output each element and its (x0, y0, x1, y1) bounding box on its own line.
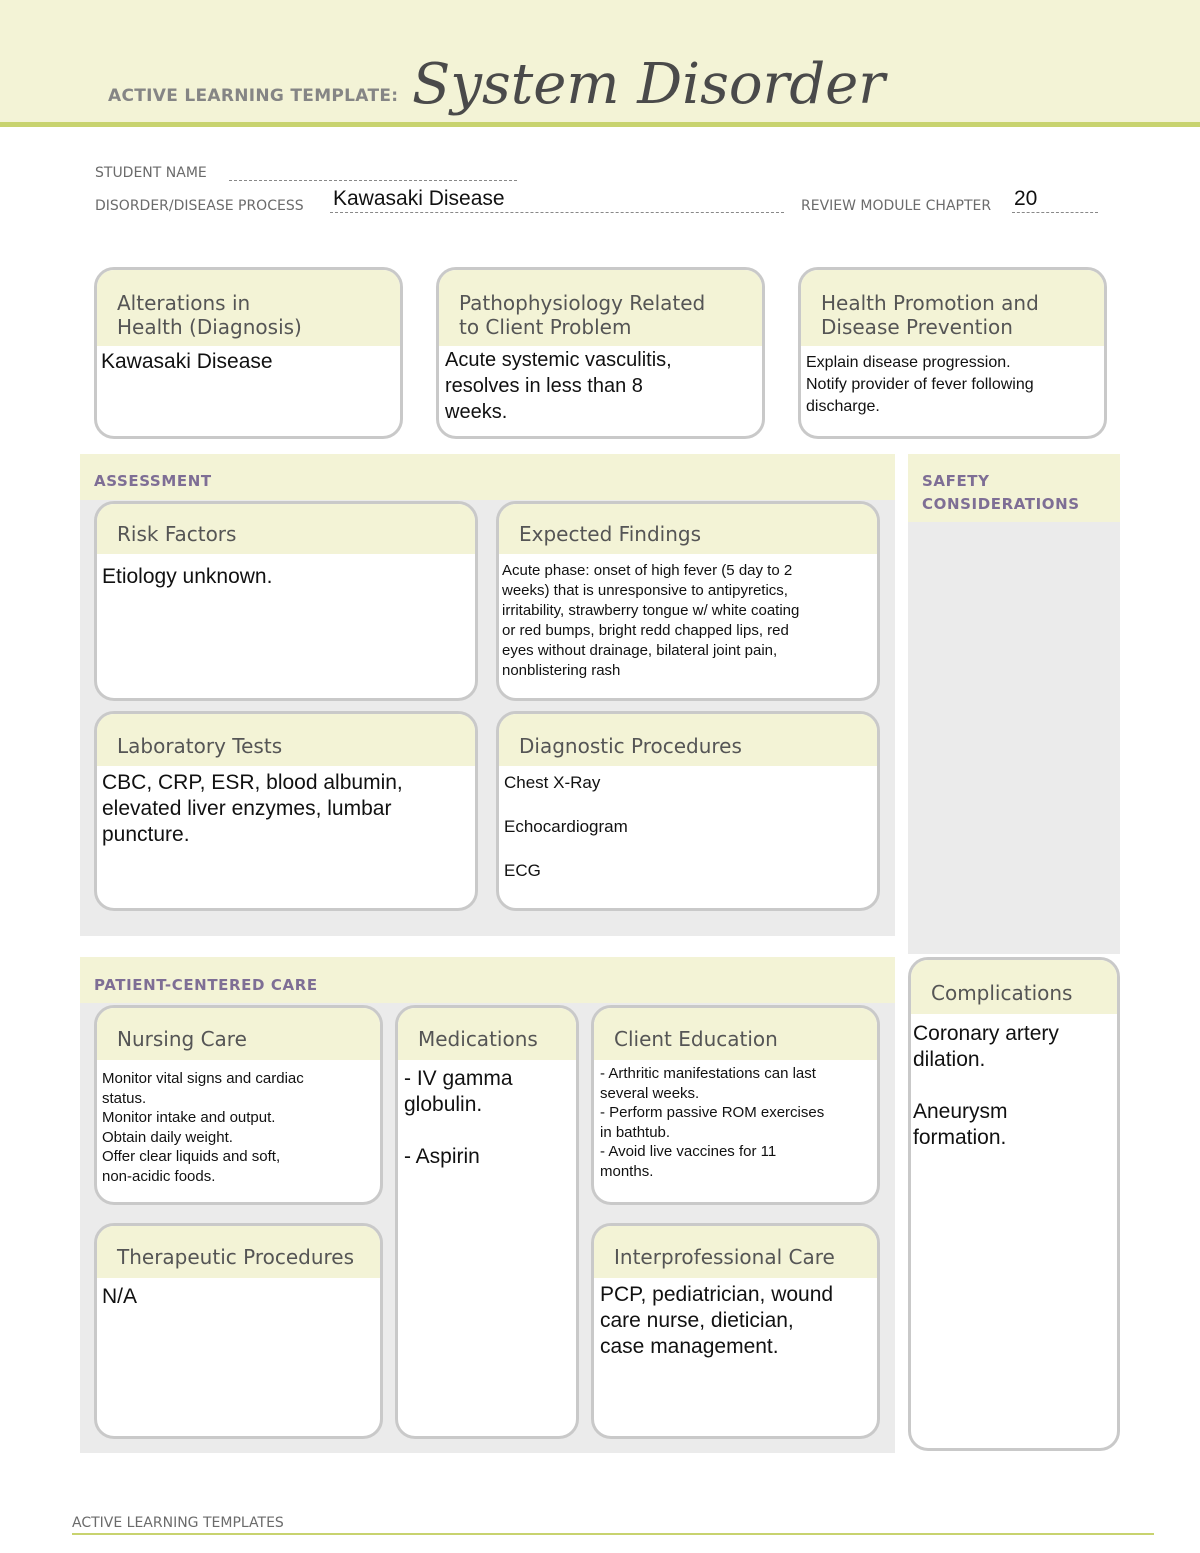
pathophysiology-content[interactable]: Acute systemic vasculitis, resolves in less than 8 weeks. (445, 349, 672, 423)
therapeutic-procedures-content[interactable]: N/A (102, 1285, 138, 1308)
footer-label: ACTIVE LEARNING TEMPLATES (72, 1515, 284, 1531)
template-label: ACTIVE LEARNING TEMPLATE: (108, 86, 399, 106)
expected-findings-content[interactable]: Acute phase: onset of high fever (5 day to 2 weeks) that is unresponsive to antipyretics, irritability, strawberry tongue w/ white coating or red bumps, bright redd chapped lips, red eyes without drainage, bilateral joint pain, nonblistering rash (502, 562, 800, 679)
medications-title: Medications (418, 1027, 538, 1051)
student-name-label: STUDENT NAME (95, 165, 207, 181)
expected-findings-box (496, 501, 880, 701)
complications-box (908, 957, 1120, 1451)
diagnostic-procedures-content[interactable]: Chest X-Ray Echocardiogram ECG (504, 773, 628, 880)
chapter-field[interactable] (1012, 212, 1098, 213)
safety-label: SAFETY CONSIDERATIONS (922, 472, 1080, 513)
therapeutic-procedures-title: Therapeutic Procedures (117, 1245, 355, 1269)
assessment-label: ASSESSMENT (94, 472, 212, 490)
laboratory-tests-title: Laboratory Tests (117, 734, 283, 758)
alterations-title: Alterations in Health (Diagnosis) (117, 291, 302, 339)
chapter-label: REVIEW MODULE CHAPTER (801, 198, 992, 214)
disorder-field[interactable] (330, 212, 784, 213)
medications-box (395, 1005, 579, 1439)
patient-care-label: PATIENT-CENTERED CARE (94, 976, 318, 994)
page-title: System Disorder (412, 52, 886, 117)
risk-factors-title: Risk Factors (117, 522, 237, 546)
laboratory-tests-content[interactable]: CBC, CRP, ESR, blood albumin, elevated liver enzymes, lumbar puncture. (102, 771, 403, 846)
therapeutic-procedures-box (94, 1223, 383, 1439)
medications-content[interactable]: - IV gamma globulin. - Aspirin (404, 1067, 513, 1168)
nursing-care-title: Nursing Care (117, 1027, 247, 1051)
risk-factors-content[interactable]: Etiology unknown. (102, 565, 273, 588)
footer-divider (72, 1533, 1154, 1535)
health-promotion-title: Health Promotion and Disease Prevention (821, 291, 1039, 339)
alterations-content[interactable]: Kawasaki Disease (101, 350, 273, 373)
pathophysiology-box (436, 267, 765, 439)
interprofessional-care-title: Interprofessional Care (614, 1245, 835, 1269)
nursing-care-box (94, 1005, 383, 1205)
complications-title: Complications (931, 981, 1073, 1005)
complications-content[interactable]: Coronary artery dilation. Aneurysm formation. (913, 1022, 1059, 1149)
diagnostic-procedures-box (496, 711, 880, 911)
disorder-value: Kawasaki Disease (333, 187, 505, 210)
diagnostic-procedures-title: Diagnostic Procedures (519, 734, 742, 758)
laboratory-tests-box (94, 711, 478, 911)
safety-section (908, 454, 1120, 954)
disorder-label: DISORDER/DISEASE PROCESS (95, 198, 304, 214)
header-divider (0, 122, 1200, 127)
client-education-content[interactable]: - Arthritic manifestations can last several weeks. - Perform passive ROM exercises in bathtub. - Avoid live vaccines for 11 months. (600, 1065, 825, 1180)
interprofessional-care-box (591, 1223, 880, 1439)
pathophysiology-title: Pathophysiology Related to Client Problem (459, 291, 706, 339)
interprofessional-care-content[interactable]: PCP, pediatrician, wound care nurse, dietician, case management. (600, 1283, 834, 1358)
health-promotion-content[interactable]: Explain disease progression. Notify provider of fever following discharge. (806, 354, 1034, 415)
client-education-box (591, 1005, 880, 1205)
client-education-title: Client Education (614, 1027, 778, 1051)
alterations-box (94, 267, 403, 439)
nursing-care-content[interactable]: Monitor vital signs and cardiac status. Monitor intake and output. Obtain daily weight. Offer clear liquids and soft, non-acidic foods. (102, 1070, 304, 1185)
risk-factors-box (94, 501, 478, 701)
chapter-value: 20 (1014, 187, 1038, 210)
student-name-field[interactable] (229, 180, 517, 181)
health-promotion-box (798, 267, 1107, 439)
expected-findings-title: Expected Findings (519, 522, 701, 546)
